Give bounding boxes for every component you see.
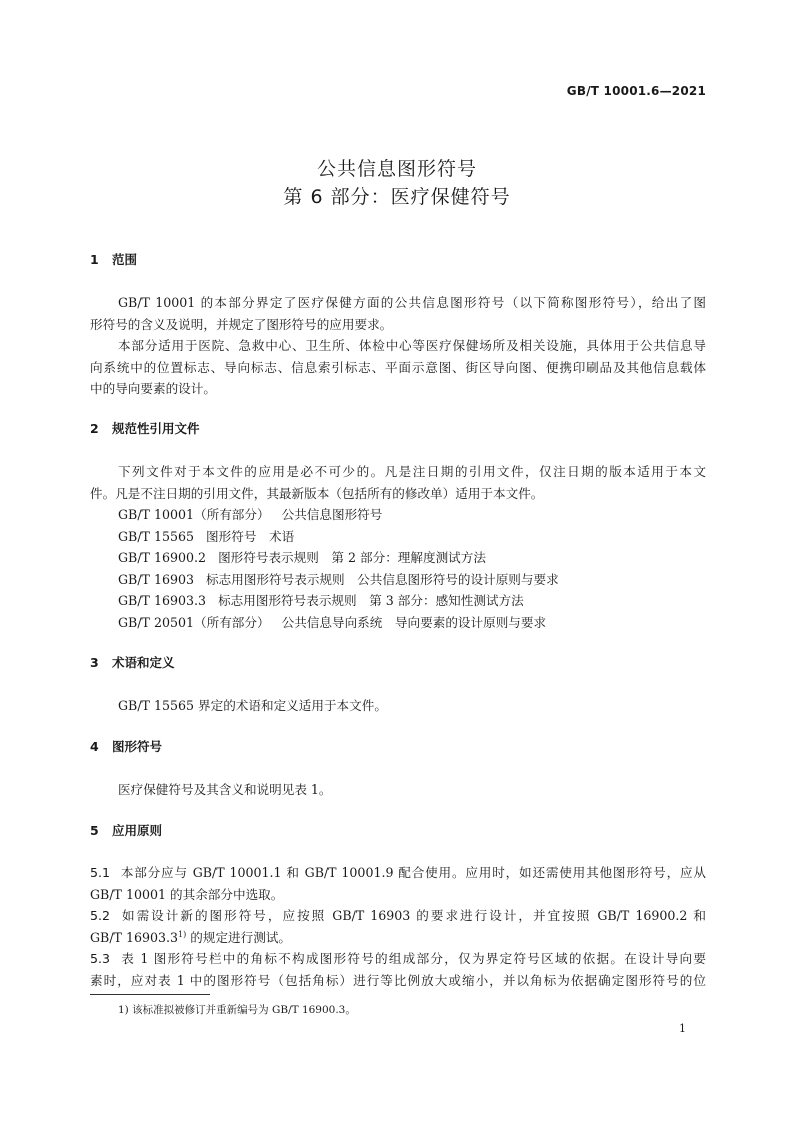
clause-text: 如需设计新的图形符号，应按照 GB/T 16903 的要求进行设计，并宜按照 GB/T 16900.2 和 — [120, 908, 706, 923]
footnote-text: 该标准拟被修订并重新编号为 GB/T 16900.3。 — [132, 1004, 356, 1016]
section-1-heading — [90, 250, 137, 268]
footnote-rule — [90, 994, 210, 995]
paragraph-line: GB/T 10001 的本部分界定了医疗保健方面的公共信息图形符号（以下简称图形符号），给出了图 — [118, 295, 706, 310]
paragraph-line: 医疗保健符号及其含义和说明见表 1。 — [118, 782, 332, 797]
normative-reference — [118, 547, 486, 566]
paragraph-line: GB/T 15565 界定的术语和定义适用于本文件。 — [118, 698, 387, 713]
normative-reference — [118, 526, 294, 545]
section-number: 5 — [90, 823, 99, 838]
clause-number: 5.3 — [90, 951, 111, 966]
normative-reference — [118, 569, 559, 588]
footnote-marker: 1) — [178, 930, 187, 939]
clause-text: 本部分应与 GB/T 10001.1 和 GB/T 10001.9 配合使用。应用时，如还需使用其他图形符号，应从 — [120, 865, 706, 880]
reference-code: GB/T 16903.3 — [90, 930, 179, 945]
reference-code: GB/T 16903.3 — [118, 593, 207, 608]
clause-text: 的规定进行测试。 — [186, 930, 292, 945]
reference-code: GB/T 16900.2 — [118, 550, 207, 565]
section-title: 术语和定义 — [112, 655, 175, 670]
page-number: 1 — [679, 1022, 686, 1035]
reference-title: 标志用图形符号表示规则 公共信息图形符号的设计原则与要求 — [206, 572, 559, 587]
doc-title-part: 第 6 部分：医疗保健符号 — [283, 186, 511, 208]
paragraph-line: GB/T 10001 的其余部分中选取。 — [90, 887, 284, 902]
paragraph-line: 形符号的含义及说明，并规定了图形符号的应用要求。 — [90, 317, 393, 332]
doc-title-main: 公共信息图形符号 — [316, 158, 477, 180]
normative-reference — [118, 590, 524, 609]
normative-reference — [118, 504, 382, 523]
section-number: 3 — [90, 655, 99, 670]
section-number: 4 — [90, 739, 99, 754]
footnote-marker: 1) — [118, 1004, 129, 1016]
reference-title: 公共信息图形符号 — [281, 507, 383, 522]
reference-code: GB/T 16903 — [118, 572, 195, 587]
clause-number: 5.2 — [90, 908, 111, 923]
clause-number: 5.1 — [90, 865, 111, 880]
section-title: 范围 — [112, 252, 138, 267]
paragraph-line: 下列文件对于本文件的应用是必不可少的。凡是注日期的引用文件，仅注日期的版本适用于本文 — [118, 464, 706, 479]
footnote — [118, 1002, 356, 1017]
section-number: 2 — [90, 421, 99, 436]
reference-title: 图形符号 术语 — [206, 529, 295, 544]
section-5-heading — [90, 821, 162, 839]
section-title: 规范性引用文件 — [112, 421, 200, 436]
clause-text: 表 1 图形符号栏中的角标不构成图形符号的组成部分，仅为界定符号区域的依据。在设计导向要 — [120, 951, 706, 966]
reference-code: GB/T 10001（所有部分） — [118, 507, 270, 522]
standard-code: GB/T 10001.6—2021 — [566, 84, 706, 98]
paragraph-line: 素时，应对表 1 中的图形符号（包括角标）进行等比例放大或缩小，并以角标为依据确定图形符号的位 — [90, 973, 706, 988]
reference-title: 标志用图形符号表示规则 第 3 部分：感知性测试方法 — [218, 593, 524, 608]
paragraph-line: 件。凡是不注日期的引用文件，其最新版本（包括所有的修改单）适用于本文件。 — [90, 486, 544, 501]
clause-5-3-line — [90, 948, 706, 967]
section-number: 1 — [90, 252, 99, 267]
reference-code: GB/T 20501（所有部分） — [118, 615, 270, 630]
section-2-heading — [90, 419, 200, 437]
reference-title: 公共信息导向系统 导向要素的设计原则与要求 — [281, 615, 547, 630]
section-3-heading — [90, 653, 175, 671]
normative-reference — [118, 612, 546, 631]
section-4-heading — [90, 737, 162, 755]
paragraph-line: 中的导向要素的设计。 — [90, 381, 216, 396]
section-title: 应用原则 — [112, 823, 163, 838]
clause-5-1-line — [90, 862, 706, 881]
paragraph-line: 向系统中的位置标志、导向标志、信息索引标志、平面示意图、街区导向图、便携印刷品及其他信息载体 — [90, 360, 706, 375]
section-title: 图形符号 — [112, 739, 163, 754]
reference-title: 图形符号表示规则 第 2 部分：理解度测试方法 — [218, 550, 486, 565]
paragraph-line: 本部分适用于医院、急救中心、卫生所、体检中心等医疗保健场所及相关设施，具体用于公共信息导 — [118, 338, 706, 353]
paragraph-line — [90, 927, 706, 946]
reference-code: GB/T 15565 — [118, 529, 195, 544]
clause-5-2-line — [90, 905, 706, 924]
